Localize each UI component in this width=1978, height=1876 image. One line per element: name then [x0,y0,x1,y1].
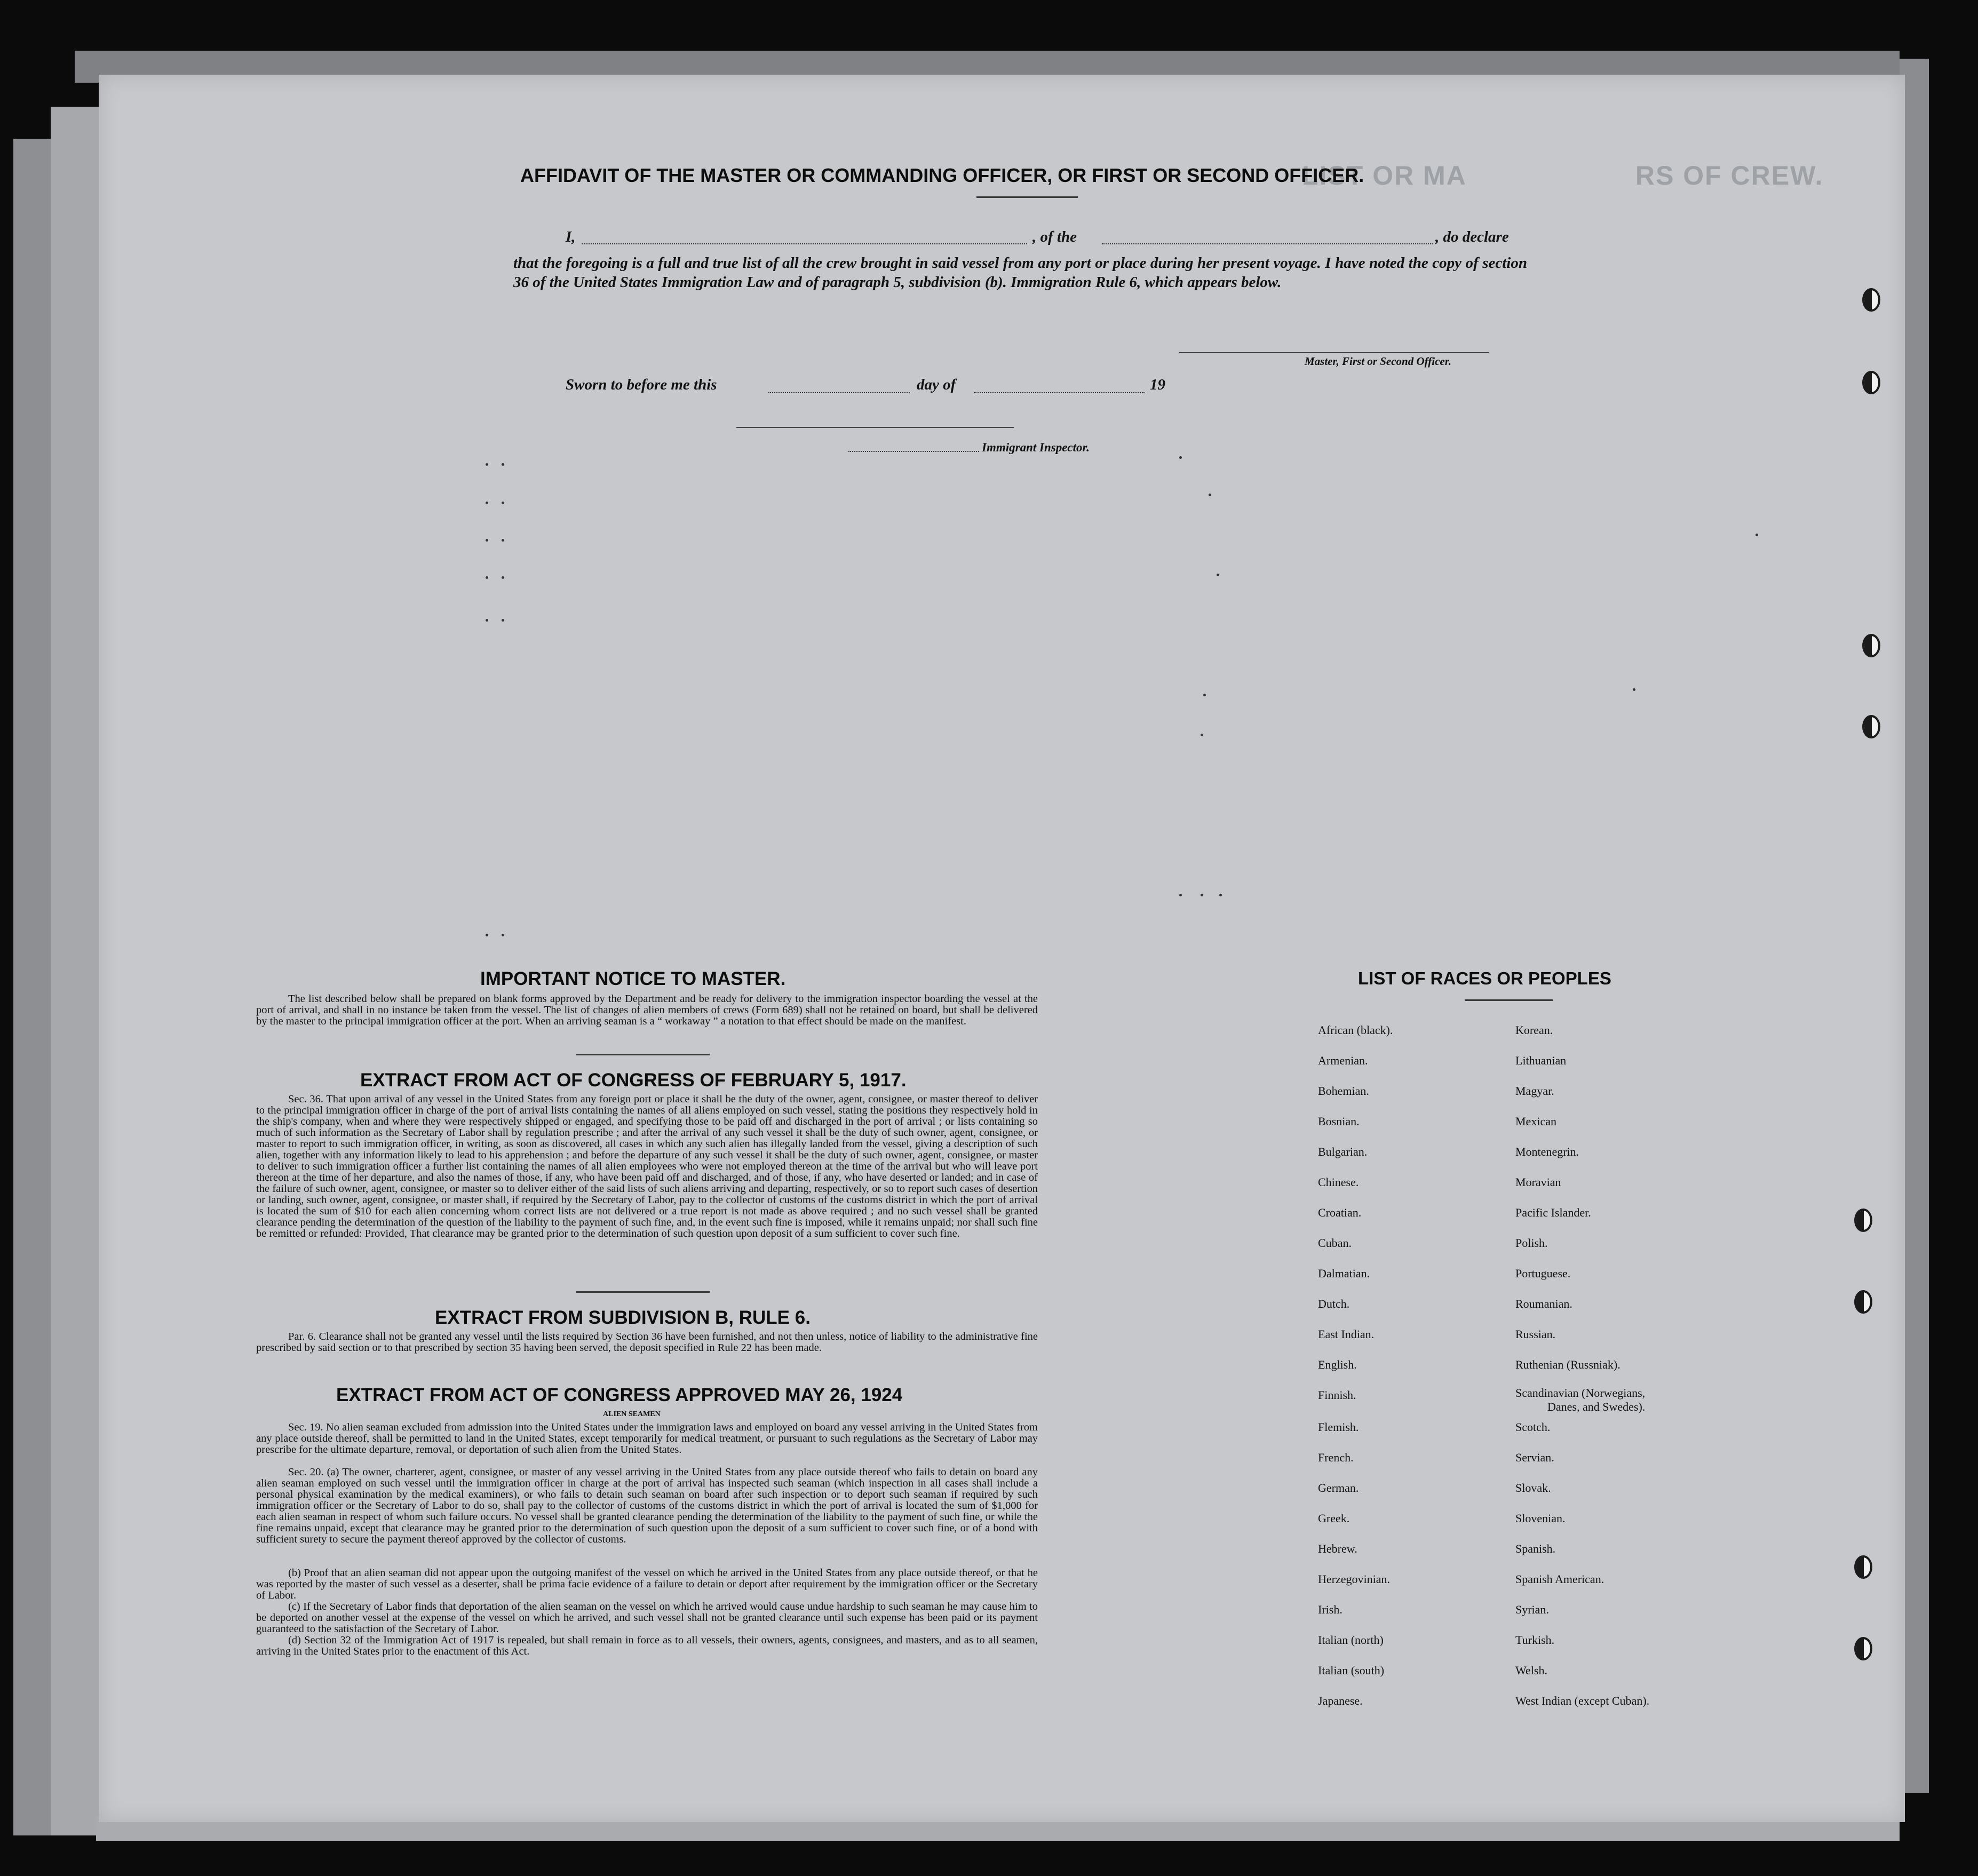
punch-hole [1854,1209,1872,1232]
year-prefix-label: 19 [1150,376,1165,393]
race-item: Dutch. [1318,1297,1350,1310]
punch-hole [1854,1290,1872,1314]
extract-1924-title: EXTRACT FROM ACT OF CONGRESS APPROVED MAY 26, 1924 [336,1385,903,1405]
race-item: Korean. [1515,1023,1553,1037]
ghost-mark [486,619,488,622]
race-item: Slovenian. [1515,1512,1566,1525]
affidavit-title: AFFIDAVIT OF THE MASTER OR COMMANDING OFFICER, OR FIRST OR SECOND OFFICER. [520,164,1364,186]
race-item: Lithuanian [1515,1054,1567,1067]
master-name-blank[interactable] [582,243,1027,244]
day-of-label: day of [917,376,956,393]
punch-hole [1862,371,1880,394]
back-page-edge-left-2 [51,107,101,1835]
race-item: Finnish. [1318,1388,1356,1402]
ghost-mark [1219,894,1222,896]
race-item: Polish. [1515,1236,1548,1250]
affidavit-of-the-label: , of the [1032,228,1077,245]
race-item: West Indian (except Cuban). [1515,1694,1650,1707]
race-item: Hebrew. [1318,1542,1357,1555]
punch-hole [1862,634,1880,657]
sworn-day-blank[interactable] [768,392,910,393]
race-item: Japanese. [1318,1694,1363,1707]
race-item: Irish. [1318,1603,1343,1616]
extract-rule6-body: Par. 6. Clearance shall not be granted any vessel until the lists required by Section 36 have been furnished, and not then unless, notice of liability to the administrative fine prescribed by said section or to that prescribed by section 35 having been served, the deposit specified in Rule 22 has been made. [256,1331,1038,1354]
ghost-mark [486,934,488,936]
extract-rule6-title: EXTRACT FROM SUBDIVISION B, RULE 6. [435,1307,811,1328]
notice-title: IMPORTANT NOTICE TO MASTER. [480,968,786,989]
extract-1924-sec20c: (c) If the Secretary of Labor finds that deportation of the alien seaman on the vessel on which he arrived would cause undue hardship to such seaman he may cause him to be deported on another vessel at the expense of the vessel on which he arrived, and such vessel shall not be granted clearance until such expense has been paid or its payment guaranteed to the satisfaction of the Secretary of Labor. [256,1601,1038,1635]
race-item: Bulgarian. [1318,1145,1368,1158]
race-item: Spanish American. [1515,1572,1604,1586]
punch-hole [1862,715,1880,738]
race-item: Russian. [1515,1327,1556,1341]
race-item: Bohemian. [1318,1084,1369,1098]
race-item: Flemish. [1318,1420,1359,1434]
race-item: Portuguese. [1515,1267,1571,1280]
sworn-month-blank[interactable] [974,392,1145,393]
race-item: Pacific Islander. [1515,1206,1591,1219]
extract-1917-title: EXTRACT FROM ACT OF CONGRESS OF FEBRUARY 5, 1917. [360,1070,907,1091]
inspector-signature-blank-2[interactable] [848,451,979,452]
sworn-label: Sworn to before me this [566,376,717,393]
ghost-mark [1179,894,1182,896]
affidavit-i-label: I, [566,228,576,245]
race-item: Bosnian. [1318,1115,1360,1128]
master-signature-label: Master, First or Second Officer. [1305,355,1451,368]
race-item: French. [1318,1451,1354,1464]
race-item: African (black). [1318,1023,1393,1037]
race-item: Syrian. [1515,1603,1549,1616]
race-item: Greek. [1318,1512,1350,1525]
race-item: Moravian [1515,1175,1561,1189]
race-item: Italian (south) [1318,1664,1385,1677]
punch-hole [1854,1555,1872,1579]
back-page-edge-left [13,139,56,1835]
ghost-mark [502,934,504,936]
ghost-mark [486,502,488,504]
affidavit-do-declare-label: , do declare [1435,228,1509,245]
race-item: Chinese. [1318,1175,1359,1189]
race-item: Slovak. [1515,1481,1551,1495]
race-item: Armenian. [1318,1054,1368,1067]
extract-1924-sec20b: (b) Proof that an alien seaman did not appear upon the outgoing manifest of the vessel on which he arrived in the United States from any place outside thereof, or that he was reported by the master of such vessel as a deserter, shall be prima facie evidence of a failure to detain or deport after requirement by the immigration officer or the Secretary of Labor. [256,1567,1038,1601]
race-item: Magyar. [1515,1084,1554,1098]
ghost-mark [486,463,488,466]
ghost-mark [502,502,504,504]
race-item: Spanish. [1515,1542,1556,1555]
ghost-mark [1201,894,1203,896]
race-item: German. [1318,1481,1359,1495]
extract-1924-sec19: Sec. 19. No alien seaman excluded from admission into the United States under the immigration laws and employed on board any vessel arriving in the United States from any place outside thereof, shall be permitted to land in the United States, except temporarily for medical treatment, or pursuant to such regulations as the Secretary of Labor may prescribe for the ultimate departure, removal, or deportation of such alien from the United States. [256,1421,1038,1456]
extract-1924-sec20a: Sec. 20. (a) The owner, charterer, agent, consignee, or master of any vessel arriving in the United States from any place outside thereof who fails to detain on board any alien seaman employed on such vessel until the immigration officer in charge at the port of arrival has inspected such seaman (which inspection in all cases shall include a personal physical examination by the medical examiners), or who fails to detain such seaman on board after such inspection or to deport such seaman if required by such immigration officer or the Secretary of Labor to do so, shall pay to the collector of customs of the customs district in which the port of arrival is located the sum of $1,000 for each alien seaman in respect of whom such failure occurs. No vessel shall be granted clearance pending the determination of the liability to the payment of such fine, or while the fine remains unpaid, except that clearance may be granted prior to the determination of such question upon the deposit of a sum sufficient to cover such fine, or of a bond with sufficient surety to secure the payment thereof approved by the collector of customs. [256,1466,1038,1545]
race-item: Scandinavian (Norwegians, [1515,1386,1646,1400]
extract-1924-subtitle: ALIEN SEAMEN [603,1410,661,1418]
bleed-through-heading: LIST OR MA RS OF CREW. [1302,161,1824,190]
inspector-signature-blank[interactable] [736,427,1014,428]
extract-1917-body: Sec. 36. That upon arrival of any vessel in the United States from any foreign port or place it shall be the duty of the owner, agent, consignee, or master thereof to deliver to the principal immigration officer in charge of the port of arrival lists containing the names of all aliens employed on such vessel, stating the positions they respectively hold in the ship's company, when and where they were respectively shipped or engaged, and specifying those to be paid off and discharged in the port of arrival ; or lists containing so much of such information as the Secretary of Labor shall by regulation prescribe ; and after the arrival of any such vessel it shall be the duty of such owner, agent, consignee, or master to report to such immigration officer, in writing, as soon as discovered, all cases in which any such alien has illegally landed from the vessel, giving a description of such alien, together with any information likely to lead to his apprehension ; and before the departure of any such vessel it shall be the duty of such owner, agent, consignee, or master to deliver to such immigration officer a further list containing the names of all alien employees who were not employed thereon at the time of the arrival but who will leave port thereon at the time of her departure, and also the names of those, if any, who have been paid off and discharged, and of those, if any, who have deserted or landed; and in case of the failure of such owner, agent, consignee, or master so to deliver either of the said lists of such aliens arriving and departing, respectively, or so to report such cases of desertion or landing, such owner, agent, consignee, or master shall, if required by the Secretary of Labor, pay to the collector of customs of the customs district in which the port of arrival is located the sum of $10 for each alien concerning whom correct lists are not delivered or a true report is not made as above required ; and no such vessel shall be granted clearance pending the determination of the question of the liability to the payment of such fine, and, in the event such fine is imposed, while it remains unpaid; nor shall such fine be remitted or refunded: Provided, That clearance may be granted prior to the determination of such question upon deposit of a sum sufficient to cover such fine. [256,1093,1038,1239]
race-item: Welsh. [1515,1664,1547,1677]
affidavit-body: that the foregoing is a full and true list of all the crew brought in said vessel from any port or place during her present voyage. I have noted the copy of section 36 of the United States Immigration Law and of paragraph 5, subdivision (b). Immigration Rule 6, which appears below. [513,255,1527,291]
notice-body: The list described below shall be prepared on blank forms approved by the Department and be ready for delivery to the immigration inspector boarding the vessel at the port of arrival, and shall in no instance be taken from the vessel. The list of changes of alien members of crews (Form 689) shall not be retained on board, but shall be delivered by the master to the principal immigration officer at the port. When an arriving seaman is a “ workaway ” a notation to that effect should be made on the manifest. [256,993,1038,1027]
ghost-mark [1209,494,1211,496]
extract-1917-rule [576,1291,710,1293]
races-title: LIST OF RACES OR PEOPLES [1358,968,1611,988]
race-item: Turkish. [1515,1633,1555,1647]
race-item: Montenegrin. [1515,1145,1579,1158]
inspector-label: Immigrant Inspector. [982,441,1090,454]
ghost-mark [1633,688,1635,691]
vessel-name-blank[interactable] [1102,243,1433,244]
ghost-mark [502,463,504,466]
race-item: Italian (north) [1318,1633,1384,1647]
race-item: English. [1318,1358,1357,1371]
punch-hole [1854,1637,1872,1660]
ghost-mark [486,576,488,579]
race-item: Croatian. [1318,1206,1362,1219]
race-item: East Indian. [1318,1327,1375,1341]
ghost-mark [1179,456,1182,459]
ghost-mark [1201,734,1203,736]
ghost-mark [1203,694,1206,696]
race-item: Dalmatian. [1318,1267,1370,1280]
ghost-mark [502,576,504,579]
document-page [99,75,1905,1822]
races-title-rule [1465,999,1553,1001]
race-item: Mexican [1515,1115,1556,1128]
master-signature-blank[interactable] [1179,352,1489,353]
extract-1924-sec20d: (d) Section 32 of the Immigration Act of 1917 is repealed, but shall remain in force as to all vessels, their owners, agents, consignees, and masters, and as to all seamen, arriving in the United States prior to the enactment of this Act. [256,1634,1038,1657]
race-item: Ruthenian (Russniak). [1515,1358,1620,1371]
ghost-mark [1217,574,1219,576]
ghost-mark [486,539,488,542]
race-item: Servian. [1515,1451,1554,1464]
ghost-mark [502,539,504,542]
affidavit-title-rule [976,196,1078,198]
race-item: Roumanian. [1515,1297,1572,1310]
race-item-continuation: Danes, and Swedes). [1547,1400,1646,1413]
race-item: Scotch. [1515,1420,1551,1434]
ghost-mark [1755,534,1758,536]
punch-hole [1862,288,1880,312]
race-item: Herzegovinian. [1318,1572,1390,1586]
race-item: Cuban. [1318,1236,1352,1250]
ghost-mark [502,619,504,622]
notice-rule [576,1054,710,1055]
